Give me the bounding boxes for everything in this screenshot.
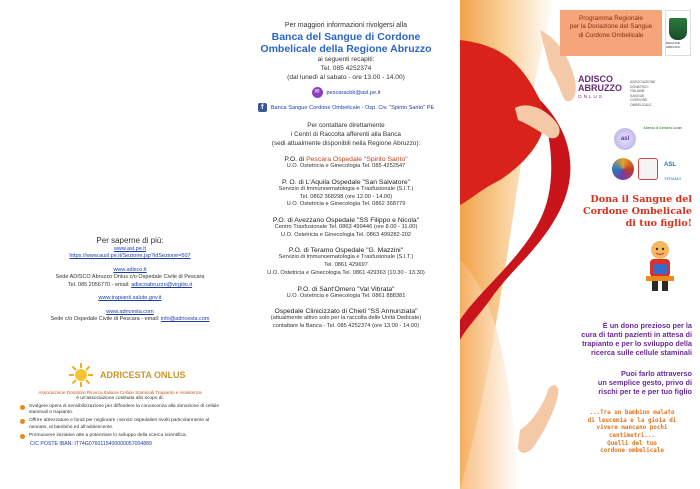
collection-centre: [232, 179, 460, 209]
facebook-link[interactable]: Banca Sangue Cordone Ombelicale - Osp. Civ. "Spirito Santo" PE: [270, 104, 435, 111]
adricesta-description: è un'associazione costituita allo scopo di:: [76, 396, 164, 401]
dona-headline: Dona il Sangue del Cordone Ombelicale di tuo figlio!: [582, 194, 692, 229]
bullet-icon: [20, 405, 25, 410]
collection-centre: [232, 247, 460, 277]
centre-detail: contattare la Banca - Tel. 085 4252374 (ore 13.00 - 14.00): [272, 322, 420, 329]
bullet-item: Offrire attrezzature e fondi per migliorare i servizi ospedalieri rivolti particolarmente al neonato, al bambino ed all'adolescente.: [20, 418, 220, 430]
centre-title: [232, 156, 460, 163]
centre-prefix: P.O. di Sant'Omero: [297, 285, 358, 293]
middle-panel: [232, 0, 460, 489]
bank-phone: Tel. 085 4252374: [320, 64, 372, 72]
email-link[interactable]: info@adricesta.com: [160, 315, 210, 322]
centre-name: "SS Filippo e Nicola": [356, 217, 420, 225]
shield-icon: [669, 18, 687, 40]
centre-detail: U.O. Ostetricia e Ginecologia Tel. 0863 499282-202: [280, 231, 412, 238]
centre-title: [232, 217, 460, 224]
centre-detail: (attualmente attivo solo per la raccolta delle Unità Dedicate): [270, 315, 422, 322]
iban-text: C/C POSTE IBAN: IT74G0760115400000057004889: [30, 441, 152, 448]
centre-title: [232, 308, 460, 315]
bullet-icon: [20, 434, 25, 439]
right-panel: [460, 0, 700, 489]
centres-list: [232, 156, 460, 330]
centres-intro: Per contattare direttamente i Centri di Raccolta afferenti alla Banca (sedi attualmente disponibili nella Regione Abruzzo):: [271, 122, 421, 147]
bank-hours: (dal lunedì al sabato - ore 13.00 - 14.00): [287, 73, 405, 81]
regione-abruzzo-logo: REGIONE ABRUZZO: [665, 10, 691, 56]
programma-regionale-box: Programma Regionale per la Donazione del Sangue di Cordone Ombelicale: [560, 10, 662, 56]
bank-email-link[interactable]: pescaracbb@asl.pe.it: [326, 89, 381, 96]
adricesta-subtitle: Associazione Donatore Ricerca Italiana Cellule Staminali Trapianto e Assistenza: [38, 390, 202, 395]
info-contact-line: [40, 316, 220, 323]
asl-teramo-logo: ASL: [664, 162, 676, 168]
left-panel: [0, 0, 232, 489]
partner-logo: [638, 158, 658, 180]
facebook-row: [232, 103, 460, 112]
info-contact-label: Sede c/o Ospedale Civile di Pescara - email:: [50, 315, 161, 322]
adricesta-logo: [68, 362, 220, 388]
centre-detail: Servizio di Immunoematologia e Trasfusionale (S.I.T.): [278, 254, 414, 261]
azienda-sanitaria-logo: Azienda di Sanitaria Locale: [643, 126, 682, 130]
regional-network-logo: [612, 158, 634, 180]
centre-name: "SS Annunziata": [368, 308, 418, 316]
collection-centre: [232, 286, 460, 301]
collection-centre: [232, 156, 460, 171]
info-text: Sede ADISCO Abruzzo Onlus c/o Ospedale Civile di Pescara: [55, 274, 205, 281]
centre-detail: U.O. Ostetricia e Ginecologia Tel. 0861 429363 (10.30 - 13.30): [267, 269, 425, 276]
centre-title: [232, 286, 460, 293]
info-link[interactable]: www.asl.pe.it: [113, 246, 147, 252]
centre-name: "San Salvatore": [362, 179, 411, 187]
adricesta-name: ADRICESTA ONLUS: [100, 370, 186, 380]
quote-text: ...Tra un bambino malato di leucemia e la gioia di vivere mancano pochi centimetri... Quelli del tuo cordone ombelicale: [587, 410, 677, 455]
centre-prefix: P. O. di L'Aquila Ospedale: [281, 179, 363, 187]
adisco-logo: ADISCO ABRUZZO ONLUS: [578, 74, 622, 99]
centre-prefix: P.O. di Teramo Ospedale: [288, 247, 367, 255]
gesture-message: Puoi farlo attraverso un semplice gesto, privo di rischi per te e per tuo figlio: [597, 369, 692, 396]
info-contact-label: Tel. 085 2056770 - email:: [67, 281, 132, 288]
info-link[interactable]: www.trapianti.salute.gov.it: [98, 295, 162, 302]
centre-name: Pescara Ospedale "Spirito Santo": [306, 156, 408, 164]
info-intro: Per maggiori informazioni rivolgersi alla: [284, 22, 408, 29]
recapiti-text: ai seguenti recapiti:: [317, 55, 375, 63]
centre-prefix: P.O. di: [284, 156, 307, 164]
gift-message: È un dono prezioso per la cura di tanti pazienti in attesa di trapianto e per lo sviluppo della ricerca sulle cellule staminali: [581, 321, 692, 357]
collection-centre: [232, 217, 460, 239]
info-link[interactable]: https://www.ausl.pe.it/Sezione.jsp?idSezione=507: [69, 253, 191, 260]
centre-prefix: Ospedale Clinicizzato di Chieti: [274, 308, 369, 316]
centre-detail: Servizio di Immunoematologia e Trasfusionale (S.I.T.): [278, 186, 414, 193]
centre-detail: Tel. 0862 368298 (ore 12.00 - 14.00): [299, 193, 393, 200]
centre-title: [232, 247, 460, 254]
centre-detail: Centro Trasfusionale Tel. 0863 499446 (ore 8.00 - 11.00): [274, 224, 418, 231]
child-drawing-illustration: [636, 238, 684, 292]
info-contact-line: [40, 282, 220, 289]
asl-pescara-logo: asl: [614, 128, 636, 150]
email-row: [232, 87, 460, 98]
centre-detail: U.O. Ostetricia e Ginecologia Tel. 085 4252547: [286, 163, 406, 170]
sun-icon: [68, 362, 94, 388]
collection-centre: [232, 308, 460, 330]
centre-detail: Tel. 0861 429697: [324, 262, 368, 269]
adricesta-bullets: [20, 404, 220, 439]
asl-teramo-label: TERAMO: [664, 176, 682, 181]
more-info-title: Per saperne di più:: [96, 236, 164, 245]
centre-detail: U.O. Ostetricia e Ginecologia Tel. 0861 888381: [286, 292, 406, 299]
bank-title: Banca del Sangue di Cordone Ombelicale della Regione Abruzzo: [260, 31, 432, 56]
bullet-item: Promuovere iniziative atte a potenziare lo sviluppo della ricerca scientifica.: [20, 433, 220, 439]
info-link[interactable]: www.adisco.it: [113, 266, 147, 273]
bullet-item: Svolgere opera di sensibilizzazione per diffondere la conoscenza alla donazione di cellule staminali e trapianto.: [20, 404, 220, 416]
centre-title: [232, 179, 460, 186]
contacts-block: [232, 22, 460, 331]
mail-icon: ✉: [312, 87, 323, 98]
centre-name: "Val Vibrata": [357, 285, 395, 293]
centre-detail: U.O. Ostetricia e Ginecologia Tel. 0862 368779: [286, 201, 406, 208]
info-link[interactable]: www.adricesta.com: [106, 308, 154, 315]
adricesta-block: [20, 362, 220, 447]
email-link[interactable]: adiscoabruzzo@virgilio.it: [131, 281, 193, 288]
centre-prefix: P.O. di Avezzano Ospedale: [272, 217, 357, 225]
more-info-block: [40, 236, 220, 323]
more-info-lines: [40, 246, 220, 323]
bullet-icon: [20, 419, 25, 424]
facebook-icon: f: [258, 103, 267, 112]
centre-name: "G. Mazzini": [366, 247, 404, 255]
adisco-acronym-list: ASSOCIAZIONE DONATRICI ITALIANE SANGUE CORDONE OMBELICALE: [630, 80, 656, 107]
